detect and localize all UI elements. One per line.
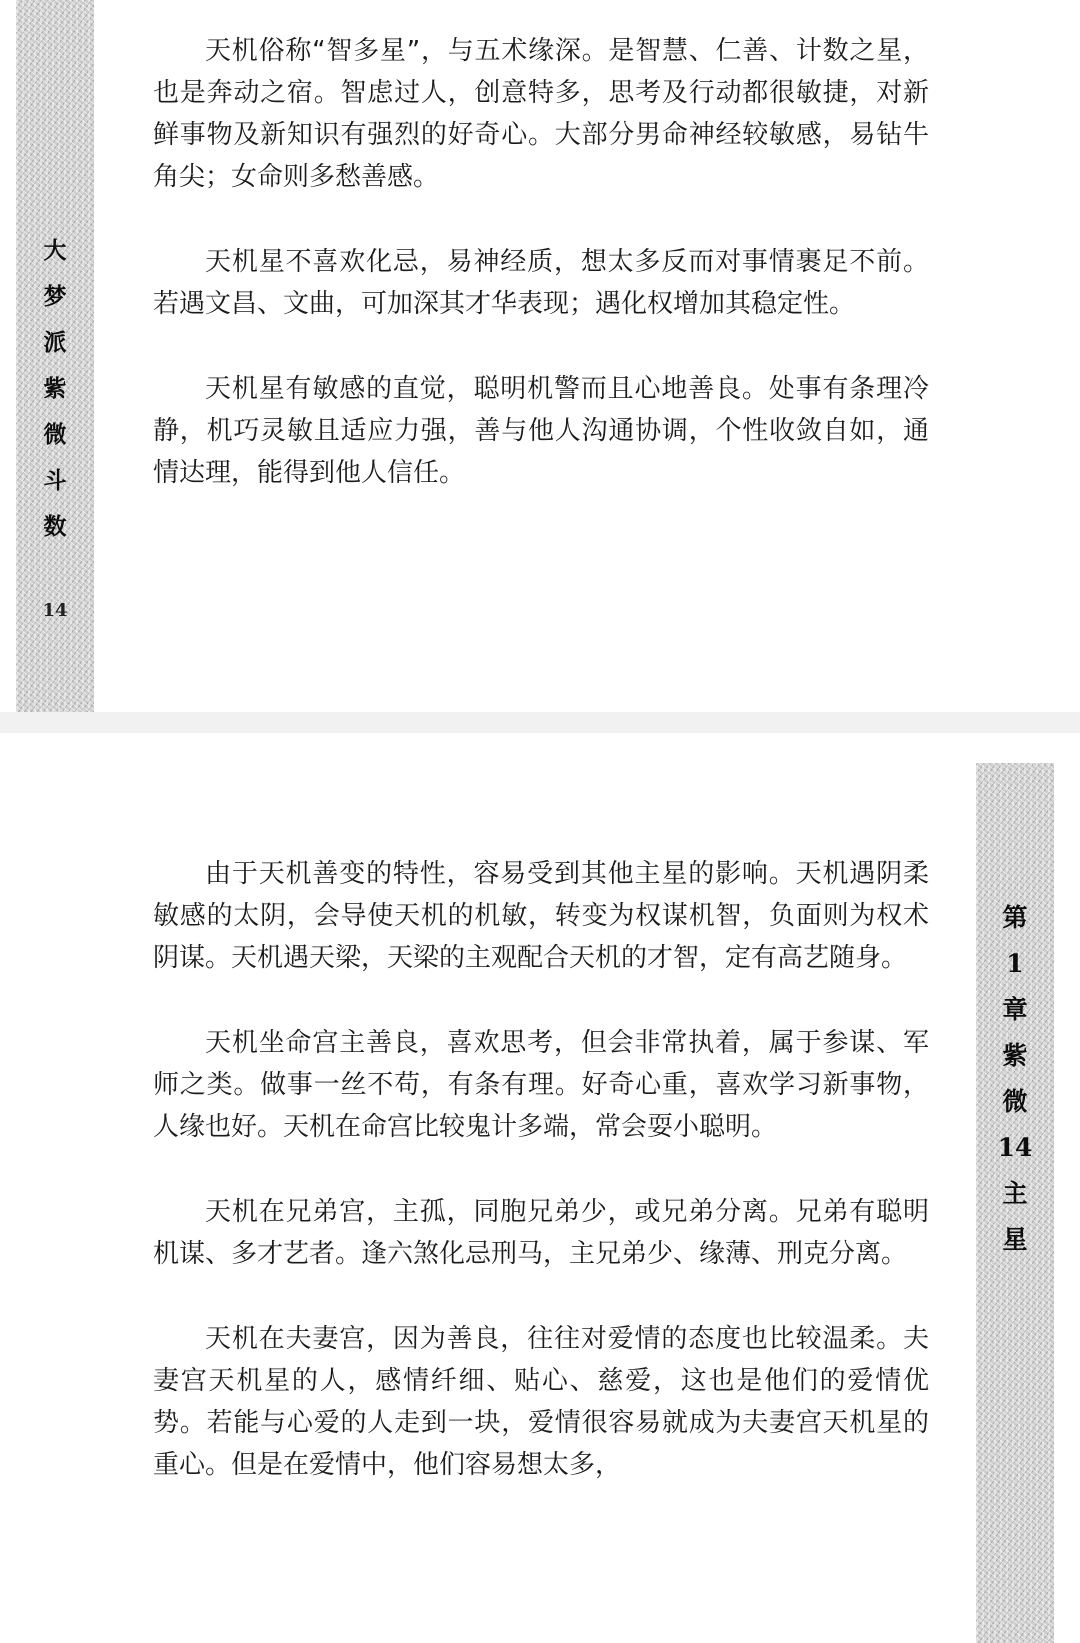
page-body bbox=[153, 30, 929, 537]
chapter-title-char: 紫 bbox=[1002, 1041, 1028, 1070]
book-title-char: 微 bbox=[43, 421, 67, 448]
chapter-title-char: 1 bbox=[1006, 949, 1024, 978]
chapter-title-vertical bbox=[976, 895, 1054, 1263]
page-number: 14 bbox=[42, 600, 68, 621]
paragraph: 天机星有敏感的直觉，聪明机警而且心地善良。处事有条理冷静，机巧灵敏且适应力强，善与他人沟通协调，个性收敛自如，通情达理，能得到他人信任。 bbox=[153, 374, 929, 488]
page-body bbox=[153, 853, 929, 1529]
left-margin-strip bbox=[16, 0, 94, 712]
paragraph: 天机星不喜欢化忌，易神经质，想太多反而对事情裹足不前。若遇文昌、文曲，可加深其才华表现；遇化权增加其稳定性。 bbox=[153, 247, 929, 319]
book-title-char: 数 bbox=[43, 513, 67, 540]
right-margin-strip bbox=[976, 763, 1054, 1643]
book-title-char: 梦 bbox=[43, 283, 67, 310]
book-page-15 bbox=[0, 733, 1080, 1643]
chapter-title-char: 14 bbox=[997, 1133, 1033, 1162]
paragraph: 由于天机善变的特性，容易受到其他主星的影响。天机遇阴柔敏感的太阴，会导使天机的机敏，转变为权谋机智，负面则为权术阴谋。天机遇天梁，天梁的主观配合天机的才智，定有高艺随身。 bbox=[153, 859, 929, 973]
chapter-title-char: 主 bbox=[1002, 1179, 1028, 1208]
chapter-title-char: 第 bbox=[1002, 903, 1028, 932]
paragraph: 天机在兄弟宫，主孤，同胞兄弟少，或兄弟分离。兄弟有聪明机谋、多才艺者。逢六煞化忌刑马，主兄弟少、缘薄、刑克分离。 bbox=[153, 1197, 929, 1269]
chapter-title-char: 微 bbox=[1002, 1087, 1028, 1116]
chapter-title-char: 章 bbox=[1002, 995, 1028, 1024]
book-title-char: 派 bbox=[43, 329, 67, 356]
paragraph: 天机坐命宫主善良，喜欢思考，但会非常执着，属于参谋、军师之类。做事一丝不苟，有条有理。好奇心重，喜欢学习新事物，人缘也好。天机在命宫比较鬼计多端，常会耍小聪明。 bbox=[153, 1028, 929, 1142]
book-title-char: 大 bbox=[43, 237, 67, 264]
book-title-char: 紫 bbox=[43, 375, 67, 402]
book-title-char: 斗 bbox=[43, 467, 67, 494]
book-page-14 bbox=[0, 0, 1080, 712]
page-separator bbox=[0, 712, 1080, 733]
paragraph: 天机俗称“智多星”，与五术缘深。是智慧、仁善、计数之星，也是奔动之宿。智虑过人，创意特多，思考及行动都很敏捷，对新鲜事物及新知识有强烈的好奇心。大部分男命神经较敏感，易钻牛角尖；女命则多愁善感。 bbox=[153, 36, 929, 192]
book-title-vertical bbox=[16, 228, 94, 550]
chapter-title-char: 星 bbox=[1002, 1225, 1028, 1254]
paragraph: 天机在夫妻宫，因为善良，往往对爱情的态度也比较温柔。夫妻宫天机星的人，感情纤细、贴心、慈爱，这也是他们的爱情优势。若能与心爱的人走到一块，爱情很容易就成为夫妻宫天机星的重心。但是在爱情中，他们容易想太多， bbox=[153, 1324, 929, 1480]
